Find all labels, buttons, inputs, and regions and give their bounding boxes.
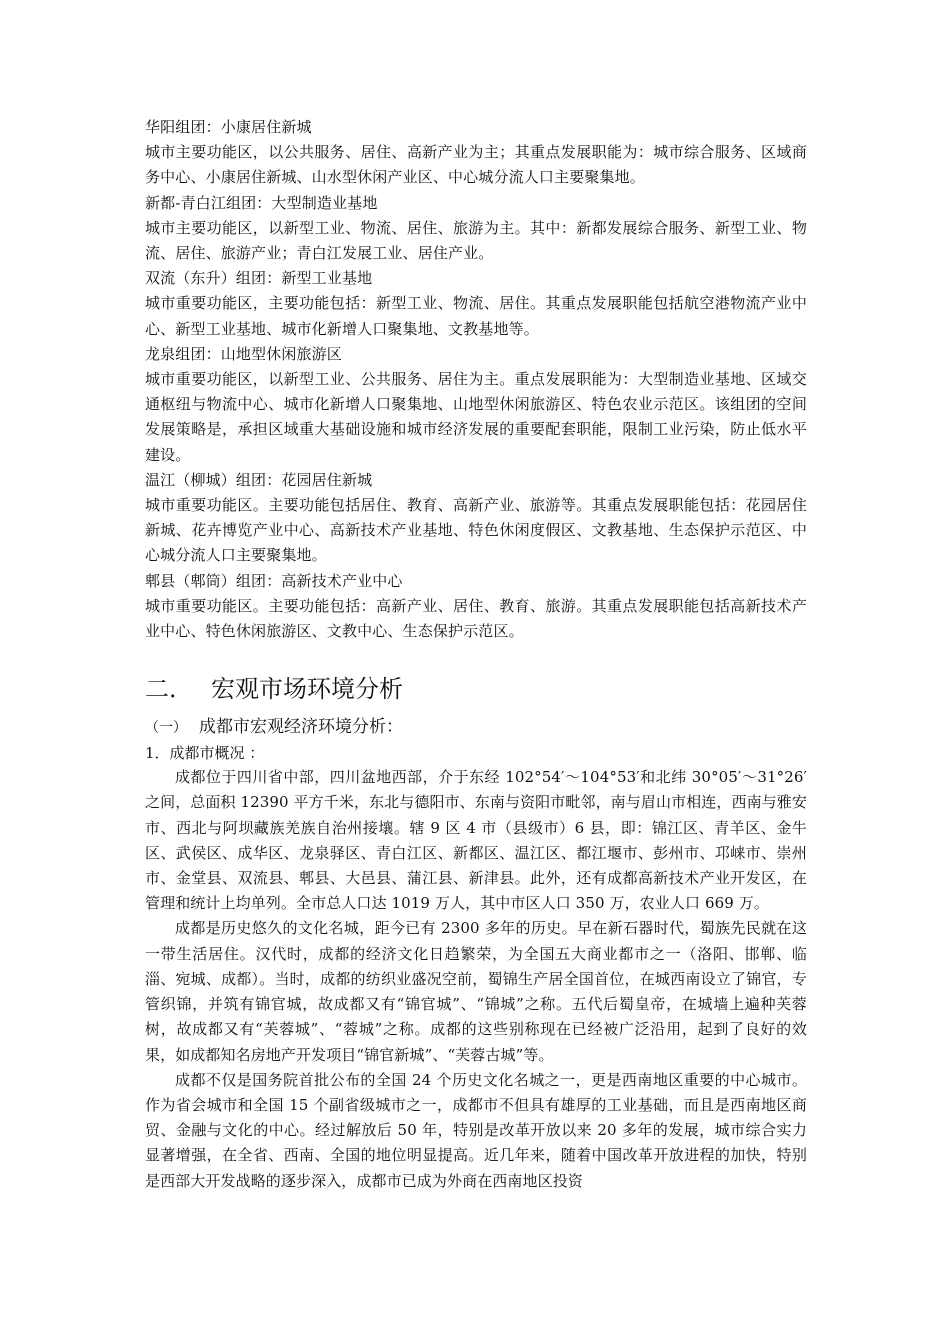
subsection-title: 成都市宏观经济环境分析： bbox=[199, 717, 403, 738]
zone-text-huayang: 城市主要功能区，以公共服务、居住、高新产业为主；其重点发展职能为：城市综合服务、区域商务中心、小康居住新城、山水型休闲产业区、中心城分流人口主要聚集地。 bbox=[145, 143, 807, 187]
section-heading bbox=[145, 674, 807, 704]
paragraph-overview: 成都位于四川省中部，四川盆地西部，介于东经 102°54′～104°53′和北纬 30°05′～31°26′之间，总面积 12390 平方千米，东北与德阳市、东南与资阳市毗邻，南与眉山市相连，西南与雅安市、西北与阿坝藏族羌族自治州接壤。辖 9 区 4 市（县级市）6 县，即：锦江区、青羊区、金牛区、武侯区、成华区、龙泉驿区、青白江区、新都区、温江区、都江堰市、彭州市、邛崃市、崇州市、金堂县、双流县、郫县、大邑县、蒲江县、新津县。此外，还有成都高新技术产业开发区，在管理和统计上均单列。全市总人口达 1019 万人，其中市区人口 350 万，农业人口 669 万。 bbox=[145, 768, 807, 913]
subsubsection-heading: 1．成都市概况 ： bbox=[145, 744, 265, 763]
zone-heading-huayang: 华阳组团：小康居住新城 bbox=[145, 118, 312, 136]
paragraph-status: 成都不仅是国务院首批公布的全国 24 个历史文化名城之一，更是西南地区重要的中心城市。作为省会城市和全国 15 个副省级城市之一，成都市不但具有雄厚的工业基础，而且是西南地区商贸、金融与文化的中心。经过解放后 50 年，特别是改革开放以来 20 多年的发展，城市综合实力显著增强，在全省、西南、全国的地位明显提高。近几年来，随着中国改革开放进程的加快，特别是西部大开发战略的逐步深入，成都市已成为外商在西南地区投资 bbox=[145, 1070, 807, 1190]
zone-heading-xindu-qingbaijiang: 新都-青白江组团：大型制造业基地 bbox=[145, 193, 378, 212]
subsection-heading bbox=[145, 714, 807, 741]
zone-text-longquan: 城市重要功能区，以新型工业、公共服务、居住为主。重点发展职能为：大型制造业基地、区域交通枢纽与物流中心、城市化新增人口聚集地、山地型休闲旅游区、特色农业示范区。该组团的空间发展策略是，承担区域重大基础设施和城市经济发展的重要配套职能，限制工业污染，防止低水平建设。 bbox=[145, 370, 807, 464]
document-body bbox=[145, 115, 807, 1194]
zone-text-pixian: 城市重要功能区。主要功能包括：高新产业、居住、教育、旅游。其重点发展职能包括高新技术产业中心、特色休闲旅游区、文教中心、生态保护示范区。 bbox=[145, 596, 807, 641]
zone-heading-shuangliu: 双流（东升）组团：新型工业基地 bbox=[145, 269, 373, 288]
zone-heading-wenjiang: 温江（柳城）组团：花园居住新城 bbox=[145, 470, 373, 489]
zone-heading-pixian: 郫县（郫筒）组团：高新技术产业中心 bbox=[145, 571, 403, 590]
section-number: 二． bbox=[145, 675, 193, 704]
zone-text-xindu-qingbaijiang: 城市主要功能区，以新型工业、物流、居住、旅游为主。其中：新都发展综合服务、新型工业、物流、居住、旅游产业；青白江发展工业、居住产业。 bbox=[145, 218, 807, 263]
paragraph-history: 成都是历史悠久的文化名城，距今已有 2300 多年的历史。早在新石器时代，蜀族先民就在这一带生活居住。汉代时，成都的经济文化日趋繁荣，为全国五大商业都市之一（洛阳、邯郸、临淄、宛城、成都）。当时，成都的纺织业盛况空前，蜀锦生产居全国首位，在城西南设立了锦官，专管织锦，并筑有锦官城，故成都又有“锦官城”、“锦城”之称。五代后蜀皇帝，在城墙上遍种芙蓉树，故成都又有“芙蓉城”、“蓉城”之称。成都的这些别称现在已经被广泛沿用，起到了良好的效果，如成都知名房地产开发项目“锦官新城”、“芙蓉古城”等。 bbox=[145, 919, 807, 1064]
subsection-number: （一） bbox=[145, 720, 187, 737]
section-title: 宏观市场环境分析 bbox=[211, 675, 403, 704]
zone-text-wenjiang: 城市重要功能区。主要功能包括居住、教育、高新产业、旅游等。其重点发展职能包括：花园居住新城、花卉博览产业中心、高新技术产业基地、特色休闲度假区、文教基地、生态保护示范区、中心城分流人口主要聚集地。 bbox=[145, 496, 807, 565]
zone-heading-longquan: 龙泉组团：山地型休闲旅游区 bbox=[145, 344, 342, 363]
zone-text-shuangliu: 城市重要功能区，主要功能包括：新型工业、物流、居住。其重点发展职能包括航空港物流产业中心、新型工业基地、城市化新增人口聚集地、文教基地等。 bbox=[145, 294, 807, 338]
